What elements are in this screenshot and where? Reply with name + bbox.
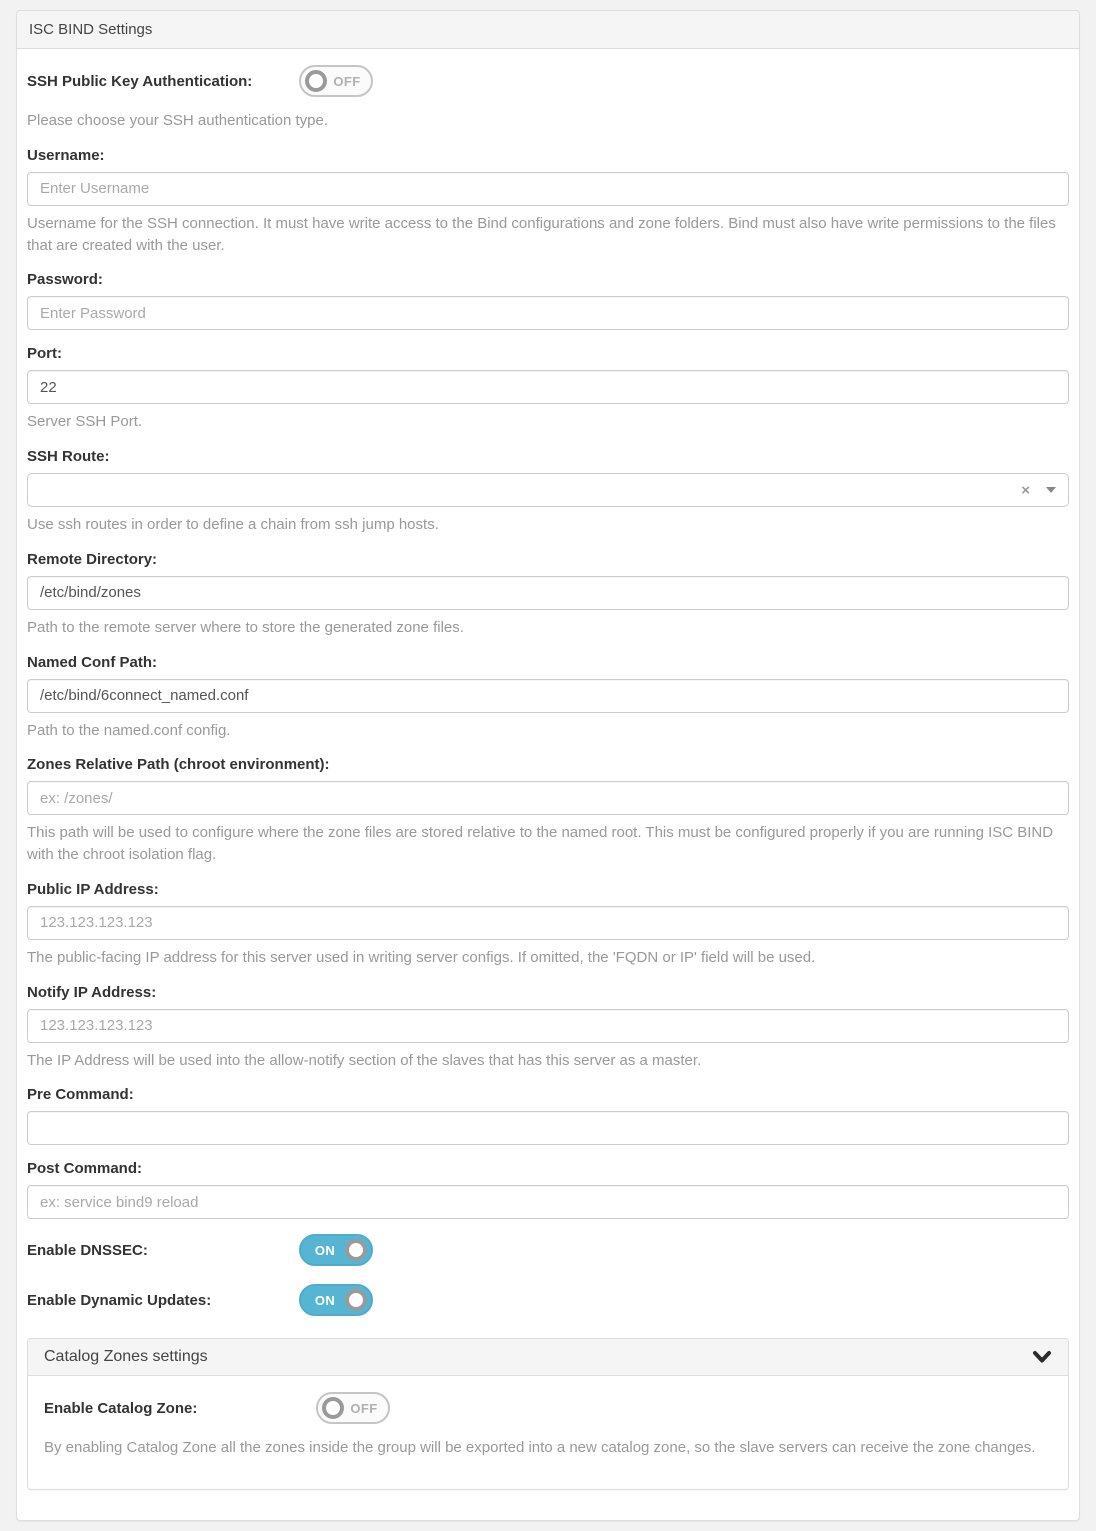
ssh-route-label: SSH Route: [27,448,110,465]
ssh-pubkey-auth-label: SSH Public Key Authentication: [27,72,253,90]
public-ip-label: Public IP Address: [27,880,159,898]
named-conf-path-input[interactable] [27,679,1069,713]
username-input[interactable] [27,172,1069,206]
password-group [27,271,1069,330]
remote-directory-help: Path to the remote server where to store the generated zone files. [27,618,464,636]
ssh-route-help: Use ssh routes in order to define a chain from ssh jump hosts. [27,516,439,533]
pre-command-group [27,1086,1069,1145]
caret-down-icon[interactable] [1046,487,1056,493]
ssh-pubkey-auth-toggle[interactable] [299,65,373,97]
zones-relative-path-help: This path will be used to configure where the zone files are stored relative to the named root. This must be configured properly if you are running ISC BIND with the chroot isolation flag. [27,824,1054,863]
username-label: Username: [27,146,105,164]
password-label: Password: [27,271,103,289]
enable-dynamic-updates-row [27,1284,1069,1316]
toggle-knob-icon [345,1289,367,1311]
notify-ip-input[interactable] [27,1009,1069,1043]
notify-ip-help: The IP Address will be used into the allow-notify section of the slaves that has this server as a master. [27,1051,702,1069]
chevron-down-icon[interactable] [1032,1350,1052,1364]
zones-relative-path-input[interactable] [27,781,1069,815]
enable-dynamic-updates-toggle[interactable] [299,1284,373,1316]
toggle-knob-icon [322,1397,344,1419]
enable-catalog-zone-label: Enable Catalog Zone: [44,1399,198,1417]
ssh-route-group [27,448,1069,536]
catalog-zones-panel [27,1338,1069,1490]
toggle-state-text: OFF [333,73,361,89]
catalog-zones-body [28,1376,1068,1489]
panel-title: ISC BIND Settings [17,11,1079,49]
public-ip-input[interactable] [27,906,1069,940]
post-command-group [27,1160,1069,1219]
enable-catalog-zone-help: By enabling Catalog Zone all the zones inside the group will be exported into a new catalog zone, so the slave servers can receive the zone changes. [44,1439,1036,1457]
ssh-pubkey-auth-row [27,65,1069,97]
panel-body [17,49,1079,1520]
port-label: Port: [27,345,62,363]
port-help: Server SSH Port. [27,413,143,431]
enable-catalog-zone-toggle[interactable] [316,1392,390,1424]
port-input[interactable] [27,370,1069,404]
enable-dynamic-updates-label: Enable Dynamic Updates: [27,1291,212,1309]
post-command-label: Post Command: [27,1160,143,1178]
toggle-knob-icon [305,70,327,92]
toggle-state-text: ON [314,1292,336,1308]
named-conf-path-help: Path to the named.conf config. [27,721,231,739]
password-input[interactable] [27,296,1069,330]
enable-dnssec-group [27,1234,1069,1266]
post-command-input[interactable] [27,1185,1069,1219]
remote-directory-input[interactable] [27,576,1069,610]
public-ip-help: The public-facing IP address for this server used in writing server configs. If omitted, the 'FQDN or IP' field will be used. [27,948,816,966]
named-conf-path-group [27,654,1069,742]
public-ip-group [27,881,1069,969]
notify-ip-group [27,984,1069,1072]
remote-directory-group [27,551,1069,639]
zones-relative-path-group [27,756,1069,866]
pre-command-input[interactable] [27,1111,1069,1145]
ssh-pubkey-auth-help: Please choose your SSH authentication type. [27,112,329,129]
ssh-route-select[interactable] [27,473,1069,507]
ssh-pubkey-auth-group [27,65,1069,132]
catalog-zones-title: Catalog Zones settings [44,1348,208,1366]
notify-ip-label: Notify IP Address: [27,983,157,1001]
toggle-state-text: ON [314,1242,336,1258]
enable-dnssec-toggle[interactable] [299,1234,373,1266]
enable-dnssec-row [27,1234,1069,1266]
enable-dnssec-label: Enable DNSSEC: [27,1241,148,1259]
clear-icon[interactable]: × [1021,481,1030,499]
port-group [27,345,1069,433]
toggle-knob-icon [345,1239,367,1261]
isc-bind-settings-panel [16,10,1080,1521]
pre-command-label: Pre Command: [27,1086,134,1104]
toggle-state-text: OFF [350,1400,378,1416]
enable-catalog-zone-row [44,1392,1052,1424]
remote-directory-label: Remote Directory: [27,550,158,568]
zones-relative-path-label: Zones Relative Path (chroot environment): [27,756,330,774]
username-group [27,147,1069,257]
named-conf-path-label: Named Conf Path: [27,653,158,671]
catalog-zones-header[interactable] [28,1339,1068,1376]
username-help: Username for the SSH connection. It must have write access to the Bind configurations and zone folders. Bind must also have write permissions to the files that are created with the user. [27,214,1056,254]
enable-dynamic-updates-group [27,1284,1069,1316]
